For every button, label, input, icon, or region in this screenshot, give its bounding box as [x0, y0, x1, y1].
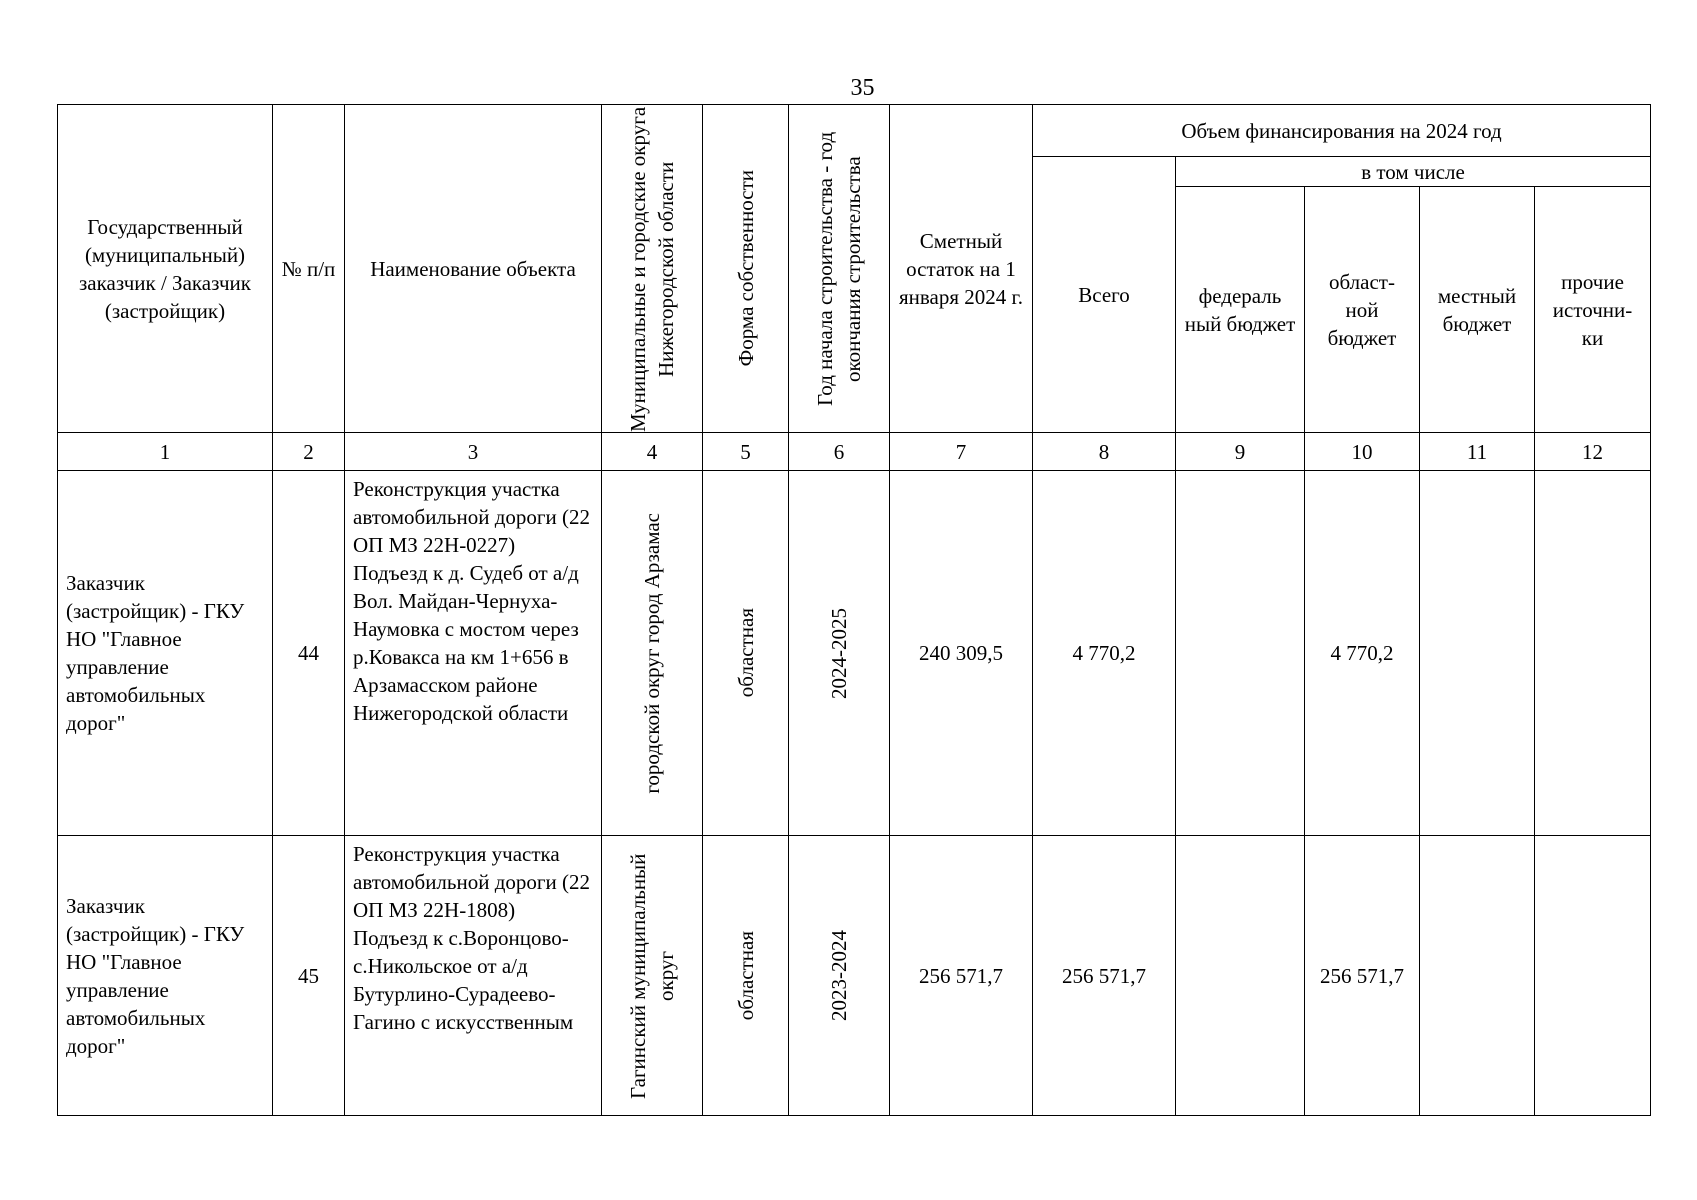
- column-number: 12: [1535, 433, 1651, 471]
- column-number: 3: [345, 433, 602, 471]
- cell-years-text: 2024-2025: [827, 607, 851, 699]
- cell-ownership: [703, 471, 789, 836]
- header-other: прочие источни- ки: [1535, 187, 1651, 433]
- cell-regional: 4 770,2: [1305, 471, 1420, 836]
- header-total: Всего: [1033, 157, 1176, 433]
- cell-total: 256 571,7: [1033, 836, 1176, 1116]
- header-years: [789, 105, 890, 433]
- cell-ownership-text: областная: [733, 608, 758, 698]
- header-including: в том числе: [1176, 157, 1651, 187]
- cell-ownership: [703, 836, 789, 1116]
- cell-municipality-text: городской округ город Арзамас: [640, 512, 664, 794]
- header-customer: Государственный (муниципальный) заказчик / Заказчик (застройщик): [58, 105, 273, 433]
- header-local: местный бюджет: [1420, 187, 1535, 433]
- column-number-row: [58, 433, 1651, 471]
- column-number: 1: [58, 433, 273, 471]
- cell-total: 4 770,2: [1033, 471, 1176, 836]
- header-row-1: [58, 105, 1651, 157]
- cell-remaining: 240 309,5: [890, 471, 1033, 836]
- cell-other: [1535, 471, 1651, 836]
- header-years-text: Год начала строительства - год окончания строительства: [813, 131, 865, 406]
- cell-remaining: 256 571,7: [890, 836, 1033, 1116]
- column-number: 6: [789, 433, 890, 471]
- financing-table: [57, 104, 1651, 1116]
- cell-years: [789, 471, 890, 836]
- header-num: № п/п: [273, 105, 345, 433]
- cell-num: 44: [273, 471, 345, 836]
- cell-years-text: 2023-2024: [827, 930, 851, 1021]
- header-municipality: [602, 105, 703, 433]
- column-number: 2: [273, 433, 345, 471]
- cell-federal: [1176, 471, 1305, 836]
- header-federal: федераль ный бюджет: [1176, 187, 1305, 433]
- cell-municipality: [602, 836, 703, 1116]
- cell-object-name: Реконструкция участка автомобильной дороги (22 ОП МЗ 22Н-0227) Подъезд к д. Судеб от а/д Вол. Майдан-Чернуха-Наумовка с мостом через р.Ковакса на км 1+656 в Арзамасском районе Нижегородской области: [345, 471, 602, 836]
- header-remaining: Сметный остаток на 1 января 2024 г.: [890, 105, 1033, 433]
- column-number: 4: [602, 433, 703, 471]
- cell-municipality: [602, 471, 703, 836]
- header-ownership: [703, 105, 789, 433]
- header-financing-group: Объем финансирования на 2024 год: [1033, 105, 1651, 157]
- cell-ownership-text: областная: [733, 930, 758, 1021]
- cell-customer: Заказчик (застройщик) - ГКУ НО "Главное управление автомобильных дорог": [58, 471, 273, 836]
- header-regional: област- ной бюджет: [1305, 187, 1420, 433]
- cell-federal: [1176, 836, 1305, 1116]
- cell-regional: 256 571,7: [1305, 836, 1420, 1116]
- column-number: 8: [1033, 433, 1176, 471]
- cell-num: 45: [273, 836, 345, 1116]
- cell-local: [1420, 471, 1535, 836]
- column-number: 5: [703, 433, 789, 471]
- cell-object-name: Реконструкция участка автомобильной дороги (22 ОП МЗ 22Н-1808) Подъезд к с.Воронцово-с.Никольское от а/д Бутурлино-Сурадеево-Гагино с искусственным: [345, 836, 602, 1116]
- table-row: [58, 471, 1651, 836]
- column-number: 11: [1420, 433, 1535, 471]
- column-number: 9: [1176, 433, 1305, 471]
- column-number: 7: [890, 433, 1033, 471]
- table-row: [58, 836, 1651, 1116]
- header-ownership-text: Форма собственности: [733, 170, 758, 367]
- cell-municipality-text: Гагинский муниципальный округ: [626, 852, 678, 1099]
- header-municipality-text: Муниципальные и городские округа Нижегородской области: [626, 105, 678, 432]
- cell-other: [1535, 836, 1651, 1116]
- cell-local: [1420, 836, 1535, 1116]
- cell-customer: Заказчик (застройщик) - ГКУ НО "Главное управление автомобильных дорог": [58, 836, 273, 1116]
- column-number: 10: [1305, 433, 1420, 471]
- page-number: 35: [850, 75, 875, 101]
- header-object-name: Наименование объекта: [345, 105, 602, 433]
- cell-years: [789, 836, 890, 1116]
